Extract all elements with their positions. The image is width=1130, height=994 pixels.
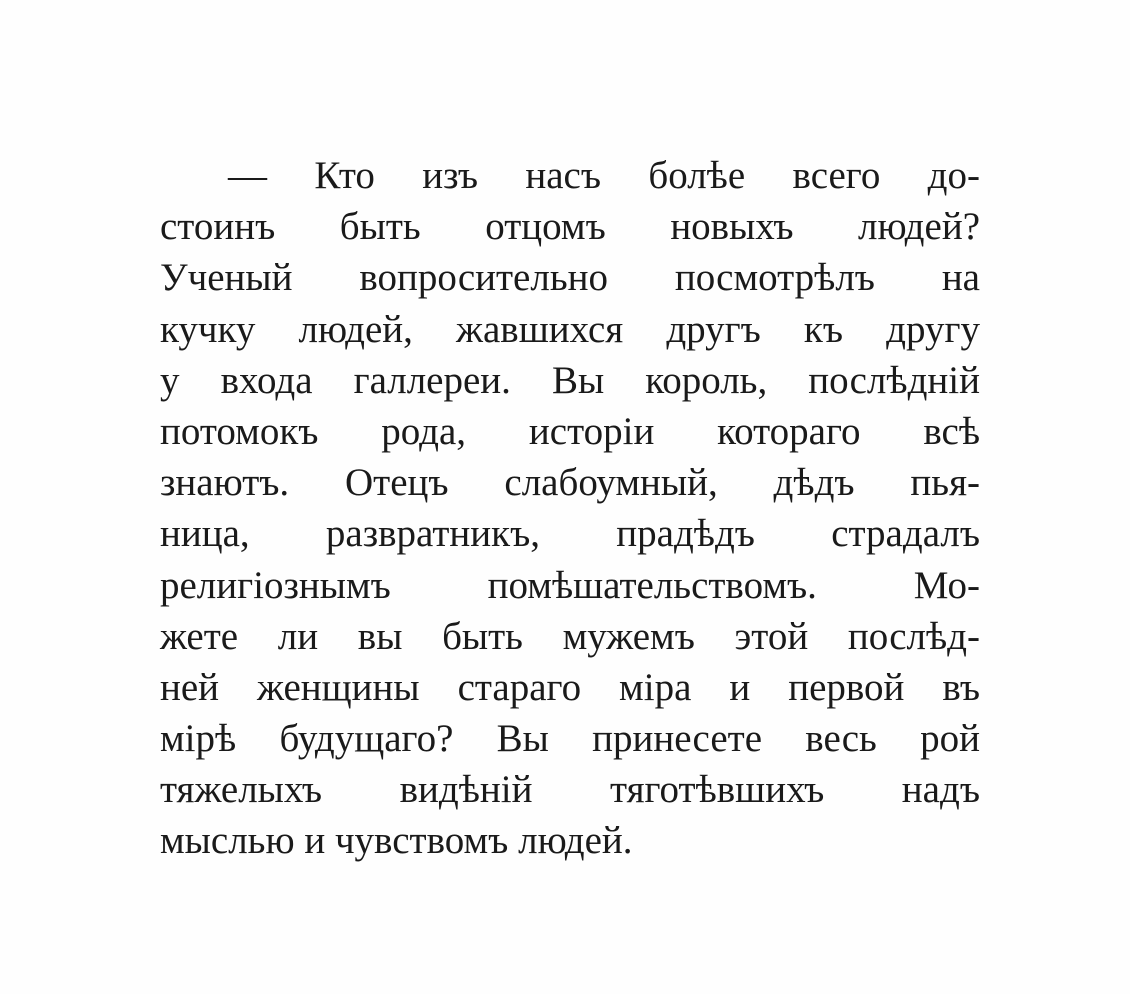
text-line: у входа галлереи. Вы король, послѣднiй xyxy=(160,358,980,402)
text-line: мыслью и чувствомъ людей. xyxy=(160,819,633,863)
text-line: религiознымъ помѣшательствомъ. Мо- xyxy=(160,563,980,607)
text-line: потомокъ рода, исторiи котораго всѣ xyxy=(160,409,980,453)
text-line: стоинъ быть отцомъ новыхъ людей? xyxy=(160,205,980,249)
text-line: кучку людей, жавшихся другъ къ другу xyxy=(160,307,980,351)
text-line: ница, развратникъ, прадѣдъ страдалъ xyxy=(160,512,980,556)
text-line: ней женщины стараго мiра и первой въ xyxy=(160,665,980,709)
paragraph xyxy=(160,150,980,867)
text-line: мiрѣ будущаго? Вы принесете весь рой xyxy=(160,717,980,761)
text-line: — Кто изъ насъ болѣе всего до- xyxy=(228,154,980,197)
text-line: Ученый вопросительно посмотрѣлъ на xyxy=(160,256,980,300)
text-line: тяжелыхъ видѣнiй тяготѣвшихъ надъ xyxy=(160,768,980,812)
text-line: знаютъ. Отецъ слабоумный, дѣдъ пья- xyxy=(160,461,980,505)
text-line: жете ли вы быть мужемъ этой послѣд- xyxy=(160,614,980,658)
